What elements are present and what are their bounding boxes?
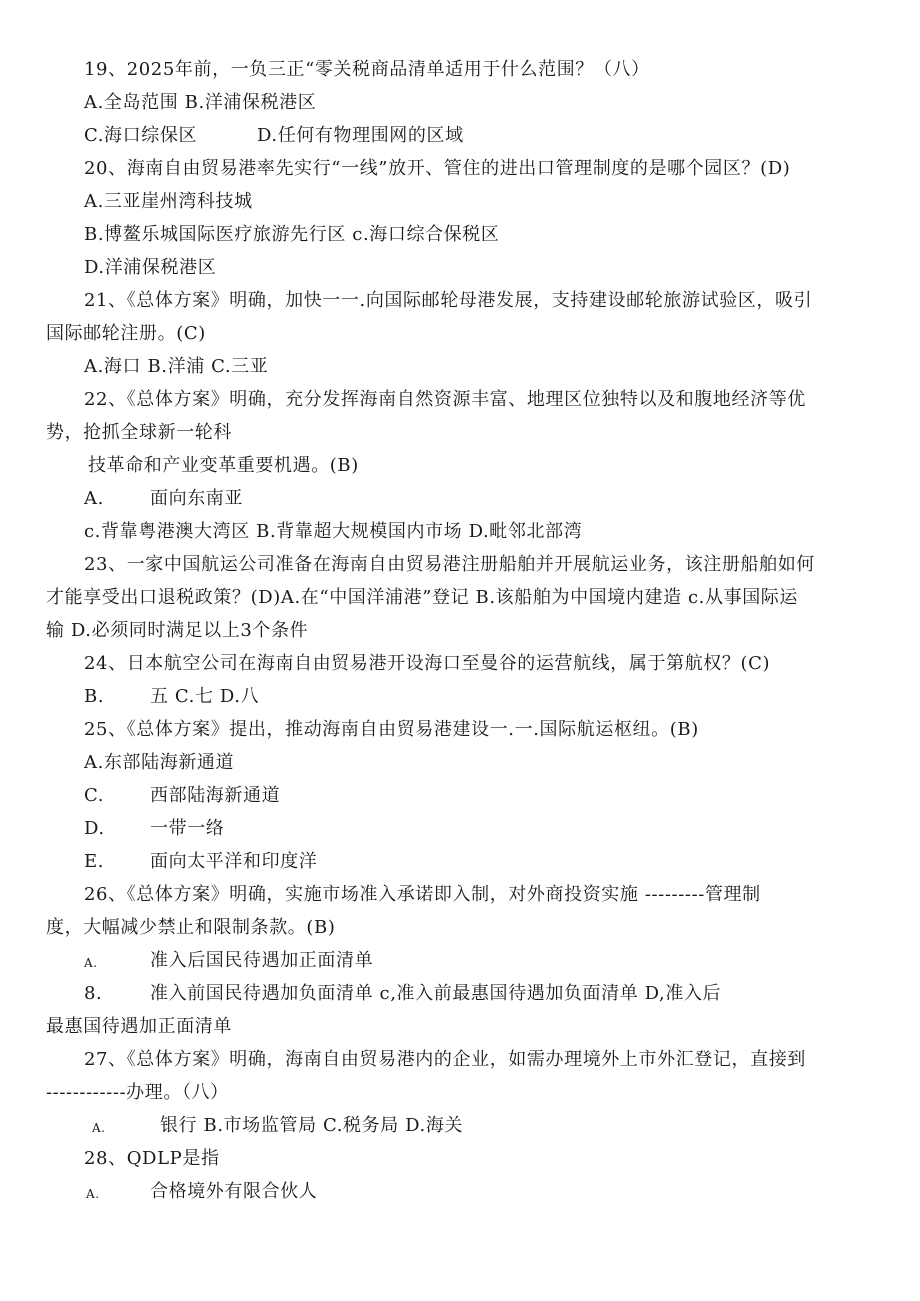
question-24: 24、日本航空公司在海南自由贸易港开设海口至曼谷的运营航线，属于第航权？(C): [84, 653, 771, 674]
question-20-option-d: D.洋浦保税港区: [84, 257, 217, 278]
question-19: 19、2025年前，一负三正“零关税商品清单适用于什么范围？（八）: [84, 59, 650, 80]
question-25-option-e-text: 面向太平洋和印度洋: [150, 851, 318, 872]
question-20-option-a: A.三亚崖州湾科技城: [84, 191, 253, 212]
question-28: 28、QDLP是指: [84, 1148, 220, 1169]
question-26-option-a-label: A.: [84, 956, 98, 970]
question-24-options: 五 C.七 D.八: [150, 686, 260, 707]
question-23-continued: 才能享受出口退税政策？(D)A.在“中国洋浦港”登记 B.该船舶为中国境内建造 c.从事国际运: [46, 587, 798, 608]
question-25-option-a: A.东部陆海新通道: [84, 752, 235, 773]
question-21-options: A.海口 B.洋浦 C.三亚: [84, 356, 269, 377]
question-23: 23、一家中国航运公司准备在海南自由贸易港注册船舶并开展航运业务，该注册船舶如何: [84, 554, 815, 575]
question-27-continued: ------------办理。（八）: [46, 1082, 229, 1103]
question-22-continued: 势，抢抓全球新一轮科: [46, 422, 232, 443]
question-22-options-cbd: c.背靠粤港澳大湾区 B.背靠超大规模国内市场 D.毗邻北部湾: [84, 521, 583, 542]
question-27-options: 银行 B.市场监管局 C.税务局 D.海关: [160, 1115, 464, 1136]
question-25: 25、《总体方案》提出，推动海南自由贸易港建设一.一.国际航运枢纽。(B): [84, 719, 699, 740]
question-27-option-a-label: A.: [92, 1121, 106, 1135]
question-26-continued-2: 最惠国待遇加正面清单: [46, 1016, 232, 1037]
question-24-option-b-label: B.: [84, 686, 105, 707]
question-25-option-d-label: D.: [84, 818, 105, 839]
question-20-options-bc: B.博鳌乐城国际医疗旅游先行区 c.海口综合保税区: [84, 224, 500, 245]
question-26: 26、《总体方案》明确，实施市场准入承诺即入制，对外商投资实施 ---------管理制: [84, 884, 761, 905]
question-25-option-c-text: 西部陆海新通道: [150, 785, 281, 806]
question-25-option-d-text: 一带一络: [150, 818, 225, 839]
question-19-option-d: D.任何有物理围网的区域: [257, 125, 464, 146]
question-19-option-c: C.海口综保区: [84, 125, 198, 146]
question-23-continued-2: 输 D.必须同时满足以上3个条件: [46, 620, 309, 641]
question-26-option-a-text: 准入后国民待遇加正面清单: [150, 950, 374, 971]
question-22: 22、《总体方案》明确，充分发挥海南自然资源丰富、地理区位独特以及和腹地经济等优: [84, 389, 806, 410]
question-20: 20、海南自由贸易港率先实行“一线”放开、管住的进出口管理制度的是哪个园区？(D): [84, 158, 791, 179]
question-22-option-a-text: 面向东南亚: [150, 488, 243, 509]
question-25-option-e-label: E.: [84, 851, 105, 872]
question-28-option-a-text: 合格境外有限合伙人: [150, 1181, 318, 1202]
question-21-continued: 国际邮轮注册。(C): [46, 323, 206, 344]
question-26-options-bcd: 准入前国民待遇加负面清单 c,准入前最惠国待遇加负面清单 D,准入后: [150, 983, 722, 1004]
question-27: 27、《总体方案》明确，海南自由贸易港内的企业，如需办理境外上市外汇登记，直接到: [84, 1049, 806, 1070]
question-22-option-a-label: A.: [84, 488, 104, 509]
question-22-continued-2: 技革命和产业变革重要机遇。(B): [88, 455, 359, 476]
question-25-option-c-label: C.: [84, 785, 105, 806]
question-26-continued: 度，大幅减少禁止和限制条款。(B): [46, 917, 336, 938]
question-19-options-ab: A.全岛范围 B.洋浦保税港区: [84, 92, 317, 113]
question-26-option-b-label: 8.: [84, 983, 103, 1004]
question-28-option-a-label: A.: [86, 1187, 100, 1201]
question-21: 21、《总体方案》明确，加快一一.向国际邮轮母港发展，支持建设邮轮旅游试验区，吸引: [84, 290, 813, 311]
